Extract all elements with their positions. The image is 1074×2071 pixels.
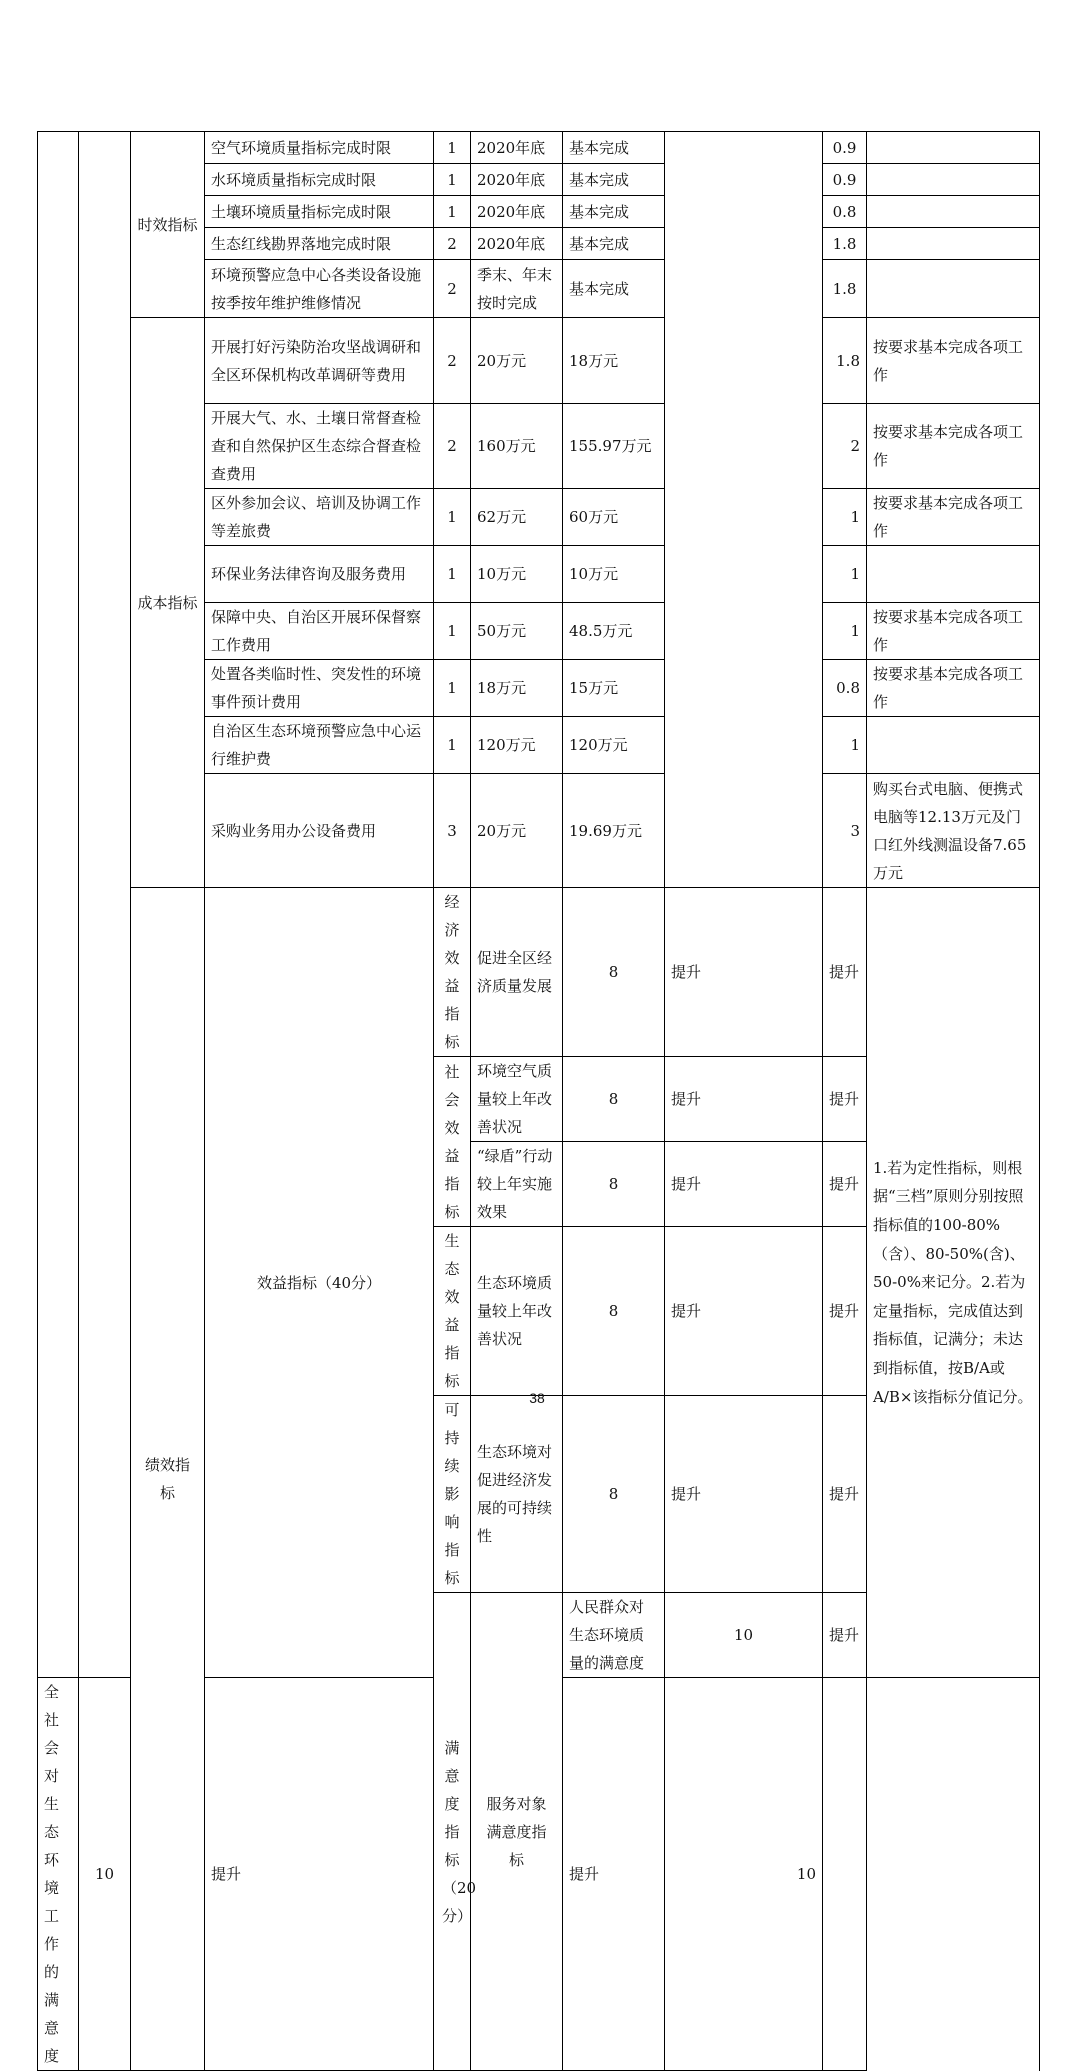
weight: 1 (434, 603, 471, 660)
weight: 2 (434, 404, 471, 489)
page-number: 38 (529, 1390, 545, 1406)
target-value: 50万元 (471, 603, 563, 660)
score: 1.8 (823, 260, 867, 318)
score: 10 (665, 1678, 823, 2071)
category-cost: 成本指标 (131, 318, 205, 888)
indicator-name: “绿盾”行动较上年实施效果 (471, 1142, 563, 1227)
indicator-name: 土壤环境质量指标完成时限 (205, 196, 434, 228)
score: 0.9 (823, 164, 867, 196)
score: 1.8 (823, 228, 867, 260)
actual-value: 120万元 (563, 717, 665, 774)
score: 2 (823, 404, 867, 489)
actual-value: 基本完成 (563, 196, 665, 228)
target-value: 2020年底 (471, 228, 563, 260)
category-time: 时效指标 (131, 132, 205, 318)
target-value: 提升 (665, 1142, 823, 1227)
scoring-method: 1.若为定性指标，则根据“三档”原则分别按照指标值的100-80%（含）、80-50%(含)、50-0%来记分。2.若为定量指标，完成值达到指标值，记满分；未达到指标值，按B/A或A/B×该指标分值记分。 (867, 888, 1040, 1678)
note (867, 546, 1040, 603)
actual-value: 提升 (823, 888, 867, 1057)
weight: 8 (563, 1057, 665, 1142)
score: 0.8 (823, 660, 867, 717)
note (867, 228, 1040, 260)
level1-perf: 绩效指标 (131, 888, 205, 2071)
actual-value: 基本完成 (563, 260, 665, 318)
note: 按要求基本完成各项工作 (867, 489, 1040, 546)
target-value: 10万元 (471, 546, 563, 603)
target-value: 提升 (205, 1678, 434, 2071)
target-value: 提升 (665, 1227, 823, 1396)
level2-satisfaction: 满意度指标（20分） (434, 1593, 471, 2071)
indicator-name: 保障中央、自治区开展环保督察工作费用 (205, 603, 434, 660)
score: 1 (823, 546, 867, 603)
actual-value: 基本完成 (563, 228, 665, 260)
actual-value: 155.97万元 (563, 404, 665, 489)
actual-value: 提升 (823, 1396, 867, 1593)
note: 按要求基本完成各项工作 (867, 603, 1040, 660)
score: 1 (823, 717, 867, 774)
indicator-name: 水环境质量指标完成时限 (205, 164, 434, 196)
note (867, 717, 1040, 774)
target-value: 提升 (665, 1057, 823, 1142)
actual-value: 基本完成 (563, 132, 665, 164)
indicator-name: 空气环境质量指标完成时限 (205, 132, 434, 164)
actual-value: 提升 (823, 1057, 867, 1142)
weight: 1 (434, 660, 471, 717)
indicator-name: 环境空气质量较上年改善状况 (471, 1057, 563, 1142)
weight: 1 (434, 164, 471, 196)
target-value: 20万元 (471, 774, 563, 888)
weight: 2 (434, 260, 471, 318)
indicator-name: 区外参加会议、培训及协调工作等差旅费 (205, 489, 434, 546)
indicator-name: 采购业务用办公设备费用 (205, 774, 434, 888)
target-value: 提升 (823, 1593, 867, 1678)
actual-value: 基本完成 (563, 164, 665, 196)
target-value: 62万元 (471, 489, 563, 546)
indicator-name: 自治区生态环境预警应急中心运行维护费 (205, 717, 434, 774)
target-value: 160万元 (471, 404, 563, 489)
target-value: 提升 (665, 888, 823, 1057)
table-row (38, 888, 1040, 1057)
performance-table (37, 131, 1040, 2071)
category-social: 社会效益指标 (434, 1057, 471, 1227)
weight: 8 (563, 1396, 665, 1593)
note (867, 260, 1040, 318)
weight: 8 (563, 888, 665, 1057)
indicator-name: 生态环境质量较上年改善状况 (471, 1227, 563, 1396)
blank-cell (38, 132, 79, 1678)
target-value: 2020年底 (471, 164, 563, 196)
indicator-name: 促进全区经济质量发展 (471, 888, 563, 1057)
target-value: 120万元 (471, 717, 563, 774)
category-satisfaction: 服务对象满意度指标 (471, 1593, 563, 2071)
score: 3 (823, 774, 867, 888)
note: 按要求基本完成各项工作 (867, 404, 1040, 489)
blank-cell (79, 132, 131, 1678)
weight: 1 (434, 132, 471, 164)
indicator-name: 生态红线勘界落地完成时限 (205, 228, 434, 260)
actual-value: 10万元 (563, 546, 665, 603)
actual-value: 提升 (823, 1142, 867, 1227)
weight: 10 (79, 1678, 131, 2071)
weight: 1 (434, 196, 471, 228)
indicator-name: 环保业务法律咨询及服务费用 (205, 546, 434, 603)
weight: 8 (563, 1142, 665, 1227)
indicator-name: 开展打好污染防治攻坚战调研和全区环保机构改革调研等费用 (205, 318, 434, 404)
indicator-name: 全社会对生态环境工作的满意度 (38, 1678, 79, 2071)
target-value: 2020年底 (471, 132, 563, 164)
category-econ: 经济效益指标 (434, 888, 471, 1057)
note (867, 132, 1040, 164)
score: 1 (823, 489, 867, 546)
note (823, 1678, 867, 2071)
score: 0.9 (823, 132, 867, 164)
weight: 1 (434, 546, 471, 603)
indicator-name: 环境预警应急中心各类设备设施按季按年维护维修情况 (205, 260, 434, 318)
actual-value: 48.5万元 (563, 603, 665, 660)
weight: 8 (563, 1227, 665, 1396)
note (867, 164, 1040, 196)
table-row (38, 318, 1040, 404)
note: 按要求基本完成各项工作 (867, 318, 1040, 404)
indicator-name: 生态环境对促进经济发展的可持续性 (471, 1396, 563, 1593)
level2-benefit: 效益指标（40分） (205, 888, 434, 1678)
weight: 1 (434, 489, 471, 546)
target-value: 2020年底 (471, 196, 563, 228)
score: 1.8 (823, 318, 867, 404)
actual-value: 60万元 (563, 489, 665, 546)
target-value: 季末、年末按时完成 (471, 260, 563, 318)
note: 购买台式电脑、便携式电脑等12.13万元及门口红外线测温设备7.65万元 (867, 774, 1040, 888)
indicator-name: 处置各类临时性、突发性的环境事件预计费用 (205, 660, 434, 717)
target-value: 提升 (665, 1396, 823, 1593)
actual-value: 提升 (563, 1678, 665, 2071)
weight: 3 (434, 774, 471, 888)
category-eco: 生态效益指标 (434, 1227, 471, 1396)
indicator-name: 开展大气、水、土壤日常督查检查和自然保护区生态综合督查检查费用 (205, 404, 434, 489)
weight: 2 (434, 318, 471, 404)
target-value: 18万元 (471, 660, 563, 717)
table-row (38, 132, 1040, 164)
target-value: 20万元 (471, 318, 563, 404)
note: 按要求基本完成各项工作 (867, 660, 1040, 717)
actual-value: 提升 (823, 1227, 867, 1396)
note (867, 196, 1040, 228)
score: 1 (823, 603, 867, 660)
actual-value: 19.69万元 (563, 774, 665, 888)
actual-value: 15万元 (563, 660, 665, 717)
score: 0.8 (823, 196, 867, 228)
method-cell-empty (665, 132, 823, 888)
weight: 10 (665, 1593, 823, 1678)
indicator-name: 人民群众对生态环境质量的满意度 (563, 1593, 665, 1678)
weight: 2 (434, 228, 471, 260)
category-sustain: 可持续影响指标 (434, 1396, 471, 1593)
weight: 1 (434, 717, 471, 774)
actual-value: 18万元 (563, 318, 665, 404)
